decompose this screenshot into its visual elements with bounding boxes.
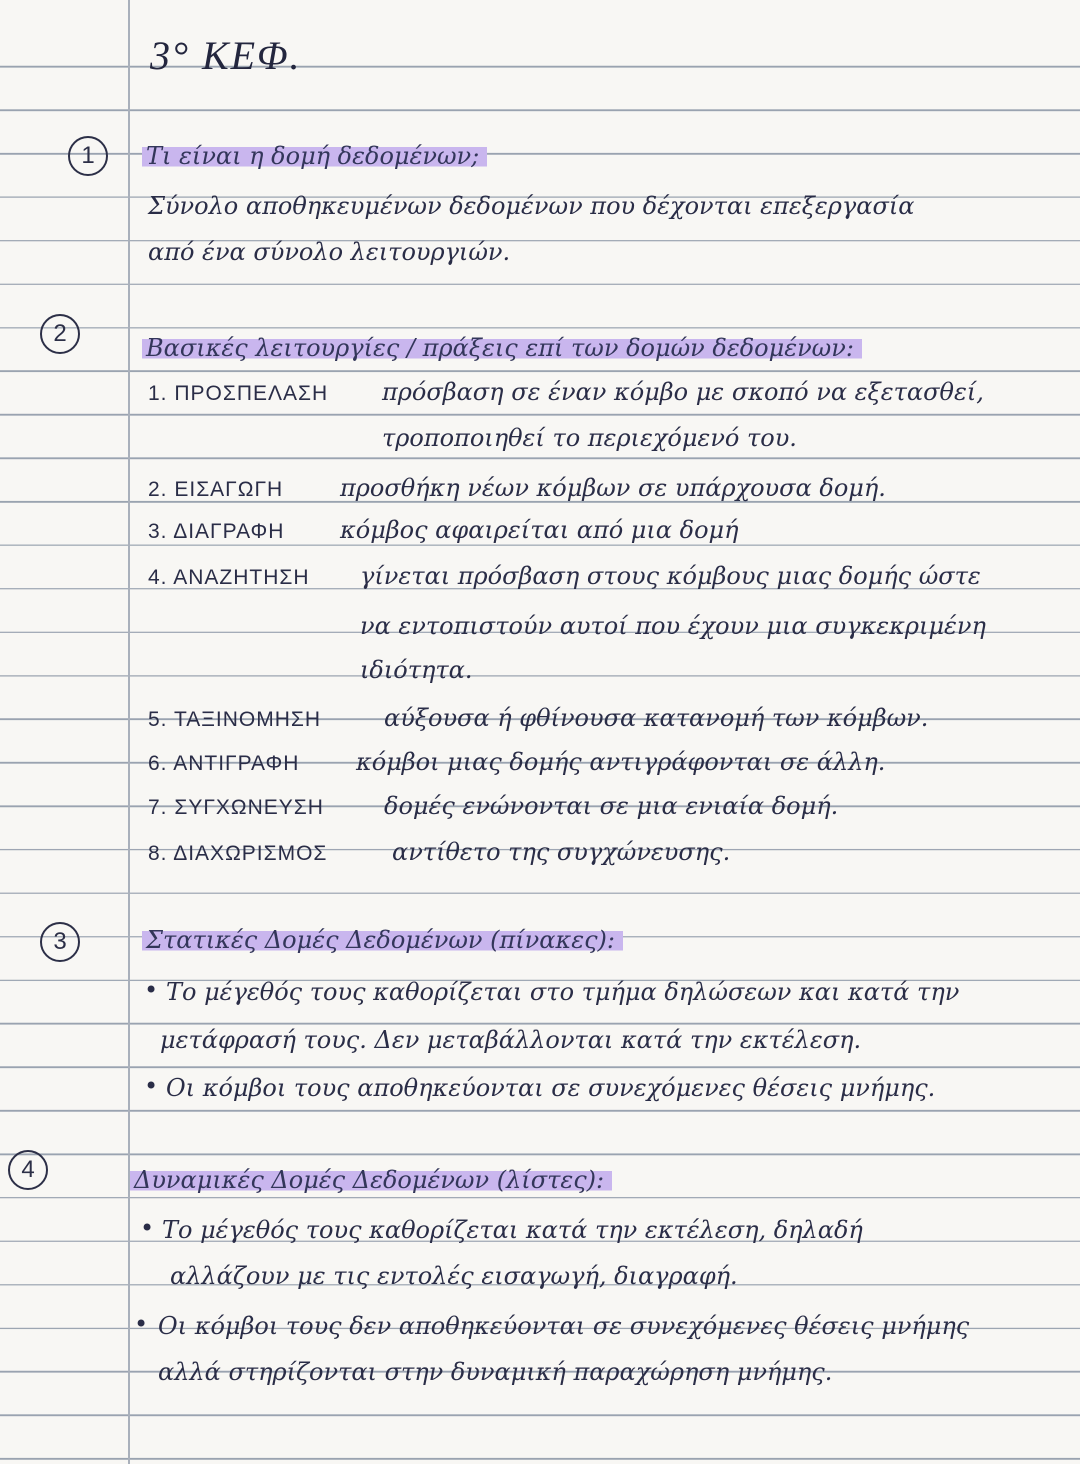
bullet-dot: •: [144, 976, 159, 1004]
operation-term: 5. ΤΑΞΙΝΟΜΗΣΗ: [148, 708, 322, 731]
section-3-bullet-line: Το μέγεθός τους καθορίζεται στο τμήμα δηλώσεων και κατά την: [166, 978, 960, 1006]
operation-description: δομές ενώνονται σε μια ενιαία δομή.: [384, 792, 839, 820]
section-3-heading: Στατικές Δομές Δεδομένων (πίνακες):: [142, 926, 623, 954]
operation-description: τροποποιηθεί το περιεχόμενό του.: [382, 424, 797, 452]
section-number-4: 4: [8, 1150, 48, 1190]
section-4-bullet-line: Το μέγεθός τους καθορίζεται κατά την εκτέλεση, δηλαδή: [162, 1216, 863, 1244]
section-1-text-line: Σύνολο αποθηκευμένων δεδομένων που δέχονται επεξεργασία: [148, 192, 915, 220]
section-3-bullet-line: μετάφρασή τους. Δεν μεταβάλλονται κατά την εκτέλεση.: [160, 1026, 862, 1054]
operation-term: 6. ΑΝΤΙΓΡΑΦΗ: [148, 752, 300, 775]
section-number-2: 2: [40, 314, 80, 354]
operation-description: να εντοπιστούν αυτοί που έχουν μια συγκεκριμένη: [360, 612, 986, 640]
section-2-heading: Βασικές λειτουργίες / πράξεις επί των δομών δεδομένων:: [142, 334, 862, 362]
section-4-bullet-line: αλλάζουν με τις εντολές εισαγωγή, διαγραφή.: [170, 1262, 738, 1290]
section-3-bullet-line: Οι κόμβοι τους αποθηκεύονται σε συνεχόμενες θέσεις μνήμης.: [166, 1074, 936, 1102]
operation-term: 7. ΣΥΓΧΩΝΕΥΣΗ: [148, 796, 324, 819]
section-number-3: 3: [40, 922, 80, 962]
operation-description: πρόσβαση σε έναν κόμβο με σκοπό να εξετασθεί,: [382, 378, 984, 406]
margin-line: [128, 0, 130, 1464]
operation-term: 4. ΑΝΑΖΗΤΗΣΗ: [148, 566, 310, 589]
section-number-1: 1: [68, 136, 108, 176]
operation-description: αύξουσα ή φθίνουσα κατανομή των κόμβων.: [384, 704, 929, 732]
page-title: 3° ΚΕΦ.: [150, 33, 302, 78]
section-4-heading: Δυναμικές Δομές Δεδομένων (λίστες):: [130, 1166, 612, 1194]
section-4-bullet-line: αλλά στηρίζονται στην δυναμική παραχώρηση μνήμης.: [158, 1358, 833, 1386]
operation-term: 1. ΠΡΟΣΠΕΛΑΣΗ: [148, 382, 329, 405]
operation-term: 8. ΔΙΑΧΩΡΙΣΜΟΣ: [148, 842, 328, 865]
operation-description: αντίθετο της συγχώνευσης.: [392, 838, 731, 866]
bullet-dot: •: [144, 1072, 159, 1100]
operation-description: γίνεται πρόσβαση στους κόμβους μιας δομής ώστε: [360, 562, 981, 590]
section-1-text-line: από ένα σύνολο λειτουργιών.: [148, 238, 511, 266]
bullet-dot: •: [140, 1214, 155, 1242]
bullet-dot: •: [134, 1310, 149, 1338]
operation-term: 2. ΕΙΣΑΓΩΓΗ: [148, 478, 284, 501]
operation-description: ιδιότητα.: [360, 656, 473, 684]
operation-description: προσθήκη νέων κόμβων σε υπάρχουσα δομή.: [340, 474, 886, 502]
section-4-bullet-line: Οι κόμβοι τους δεν αποθηκεύονται σε συνεχόμενες θέσεις μνήμης: [158, 1312, 970, 1340]
operation-description: κόμβος αφαιρείται από μια δομή: [340, 516, 739, 544]
operation-term: 3. ΔΙΑΓΡΑΦΗ: [148, 520, 285, 543]
section-1-heading: Τι είναι η δομή δεδομένων;: [142, 142, 487, 170]
operation-description: κόμβοι μιας δομής αντιγράφονται σε άλλη.: [356, 748, 886, 776]
